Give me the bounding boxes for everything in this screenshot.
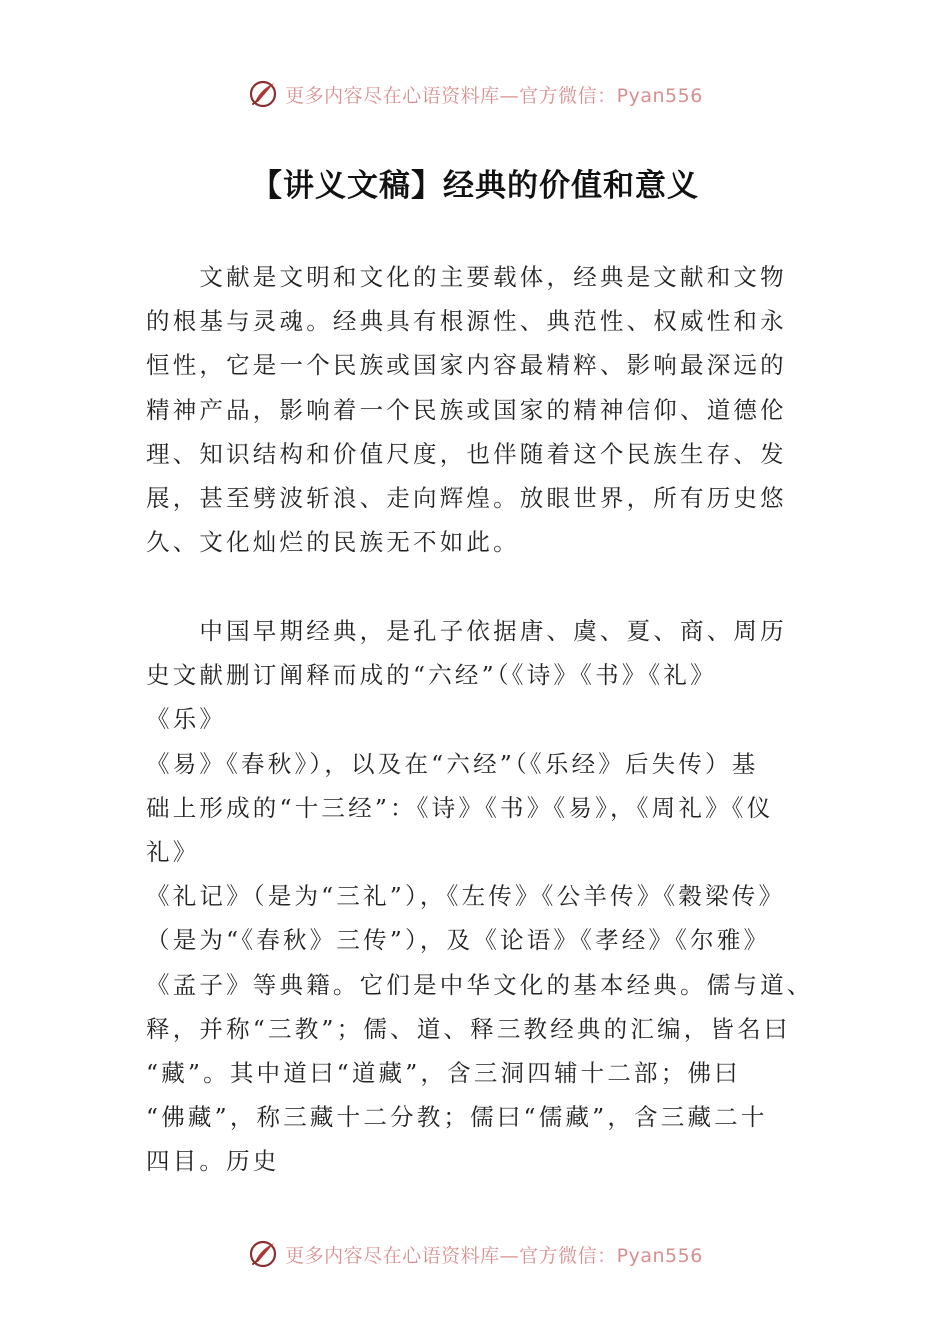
paragraph-line: 《易》《春秋》），以及在“六经”（《乐经》后失传）基 <box>146 749 759 778</box>
paragraph-line: “藏”。其中道曰“道藏”，含三洞四辅十二部；佛曰 <box>146 1059 741 1088</box>
paragraph-line: 史文献删订阐释而成的“六经”（《诗》《书》《礼》 <box>146 661 717 690</box>
watermark-text: 更多内容尽在心语资料库—官方微信：Pyan556 <box>285 84 703 107</box>
paragraph-line: 《乐》 <box>146 705 227 734</box>
wechat-id: Pyan556 <box>616 84 703 107</box>
paragraph-line: 恒性，它是一个民族或国家内容最精粹、影响最深远的 <box>146 351 787 380</box>
paragraph-line: 的根基与灵魂。经典具有根源性、典范性、权威性和永 <box>146 307 787 336</box>
document-title: 【讲义文稿】经典的价值和意义 <box>251 168 699 204</box>
wechat-id: Pyan556 <box>616 1244 703 1267</box>
paragraph-1 <box>146 255 826 564</box>
paragraph-line: “佛藏”，称三藏十二分教；儒曰“儒藏”，含三藏二十 <box>146 1103 768 1132</box>
paragraph-2 <box>146 609 826 1184</box>
paragraph-line: 释，并称“三教”；儒、道、释三教经典的汇编，皆名曰 <box>146 1014 791 1043</box>
paragraph-line: 展，甚至劈波斩浪、走向辉煌。放眼世界，所有历史悠 <box>146 484 787 513</box>
paragraph-line: （是为“《春秋》三传”），及《论语》《孝经》《尔雅》 <box>146 926 771 955</box>
paragraph-line: 四目。历史 <box>146 1147 280 1176</box>
paragraph-line: 理、知识结构和价值尺度，也伴随着这个民族生存、发 <box>146 439 787 468</box>
paragraph-line: 礼》 <box>146 838 200 867</box>
watermark-text: 更多内容尽在心语资料库—官方微信：Pyan556 <box>285 1244 703 1267</box>
paragraph-line: 精神产品，影响着一个民族或国家的精神信仰、道德伦 <box>146 395 787 424</box>
paragraph-line: 文献是文明和文化的主要载体，经典是文献和文物 <box>146 263 787 291</box>
footer-watermark <box>0 1232 950 1276</box>
paragraph-line: 础上形成的“十三经”：《诗》《书》《易》，《周礼》《仪 <box>146 793 774 822</box>
paragraph-line: 中国早期经典，是孔子依据唐、虞、夏、商、周历 <box>146 617 787 645</box>
paragraph-line: 久、文化灿烂的民族无不如此。 <box>146 528 520 557</box>
brush-logo-icon <box>247 78 279 110</box>
paragraph-line: 《孟子》等典籍。它们是中华文化的基本经典。儒与道、 <box>146 970 814 999</box>
brush-logo-icon <box>247 1238 279 1270</box>
paragraph-line: 《礼记》（是为“三礼”），《左传》《公羊传》《穀梁传》 <box>146 882 786 911</box>
header-watermark <box>0 72 950 116</box>
